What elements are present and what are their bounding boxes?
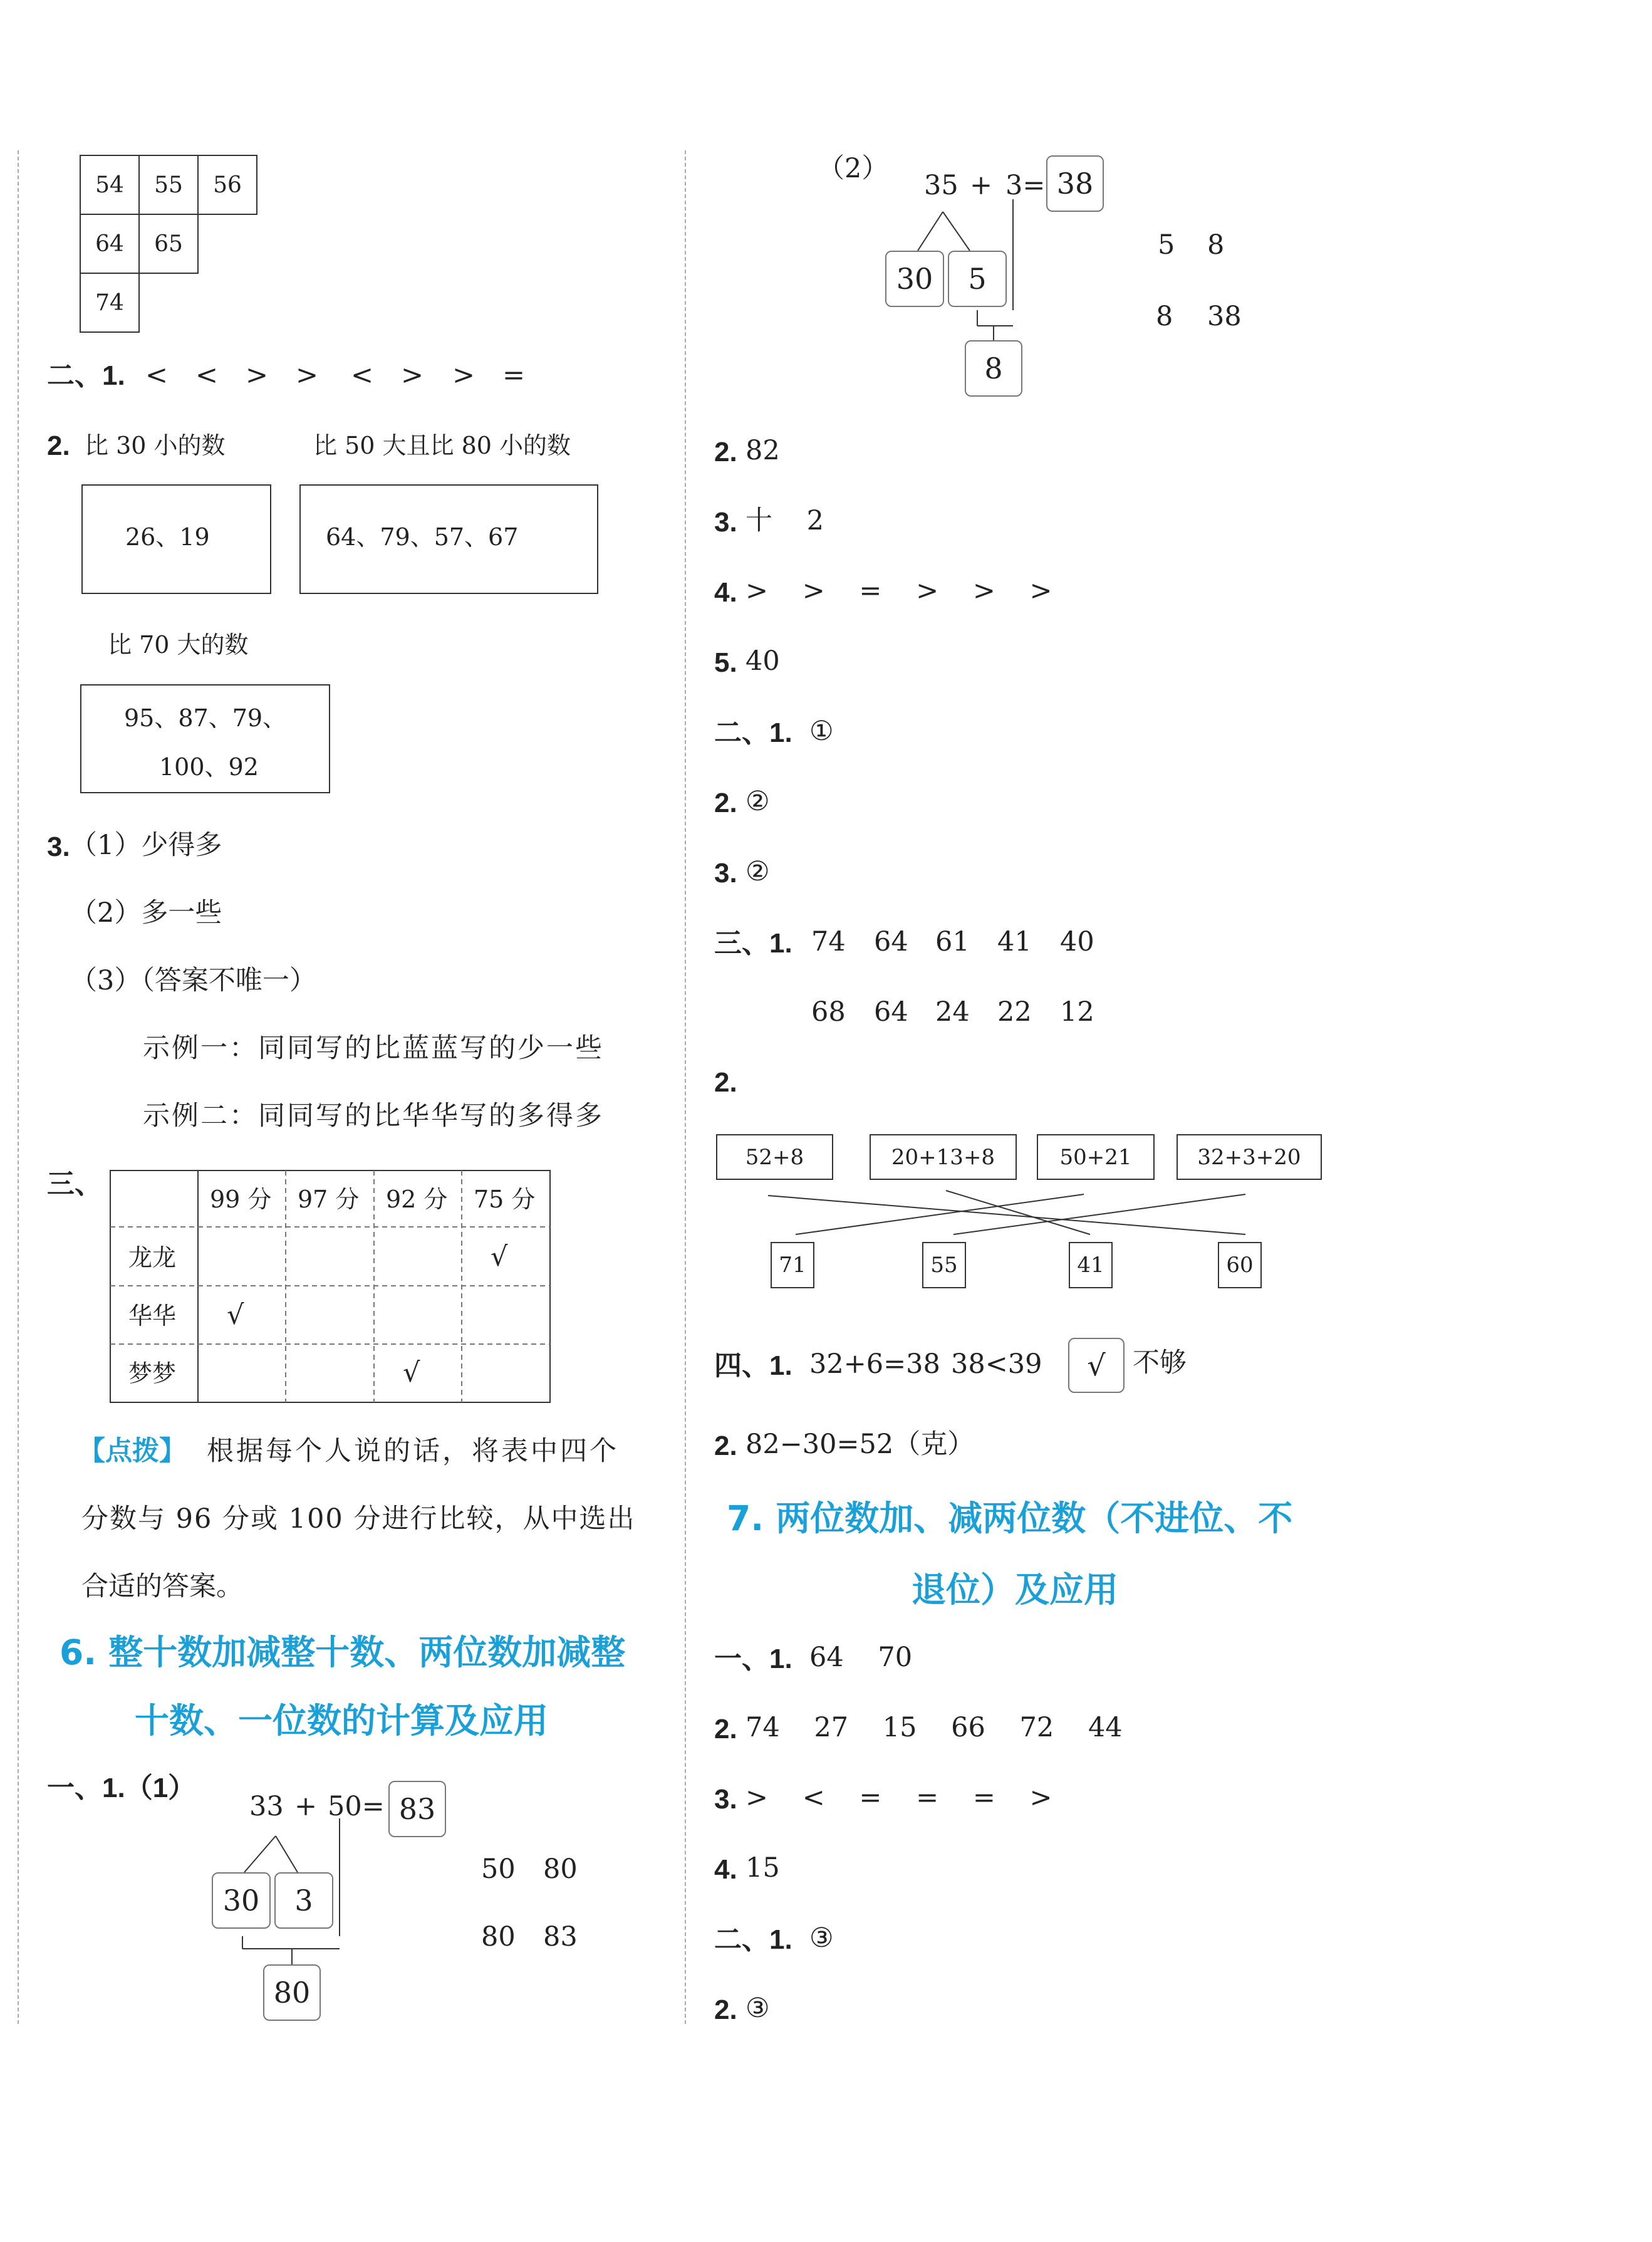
comparison-symbol: < bbox=[351, 360, 374, 391]
step-value: 50 bbox=[481, 1854, 516, 1885]
table-check: √ bbox=[227, 1300, 244, 1331]
step-value: 83 bbox=[543, 1921, 578, 1953]
answer-text: > < = = = > bbox=[745, 1782, 1052, 1813]
answer-label: 4. bbox=[714, 577, 737, 608]
addend-b: 50= bbox=[328, 1791, 385, 1822]
comparison-symbol: > bbox=[401, 360, 424, 391]
sequence-value: 41 bbox=[997, 926, 1032, 957]
comparison-symbol: < bbox=[195, 360, 219, 391]
sequence-value: 40 bbox=[1060, 926, 1094, 957]
comparison-symbol: < bbox=[145, 360, 169, 391]
expression-box: 50+21 bbox=[1037, 1134, 1155, 1180]
expression-box: 52+8 bbox=[716, 1134, 833, 1180]
caption-less-than-30: 比 30 小的数 bbox=[85, 432, 226, 459]
expression-box: 32+3+20 bbox=[1177, 1134, 1322, 1180]
section3-label: 三、 bbox=[47, 1169, 102, 1199]
sequence-value: 68 bbox=[811, 996, 846, 1028]
sequence-value: 61 bbox=[935, 926, 970, 957]
section4-q1-label: 四、1. bbox=[714, 1350, 792, 1381]
addend-a: 35 bbox=[924, 170, 958, 201]
box-more-than-70-text-1: 95、87、79、 bbox=[124, 704, 287, 732]
answer-text: ③ bbox=[745, 1993, 770, 2024]
table-check: √ bbox=[403, 1357, 420, 1389]
section4-q2-label: 2. bbox=[714, 1431, 737, 1461]
sequence-value: 64 bbox=[874, 926, 908, 957]
answer-label: 5. bbox=[714, 647, 737, 678]
answer-part-2: （2）多一些 bbox=[70, 897, 222, 929]
verdict: 不够 bbox=[1133, 1347, 1187, 1379]
step-value: 8 bbox=[1156, 301, 1173, 332]
sequence-value: 64 bbox=[874, 996, 908, 1028]
check-box: √ bbox=[1068, 1338, 1125, 1393]
split-box-ones: 5 bbox=[948, 251, 1007, 307]
answer-text: 15 bbox=[745, 1852, 780, 1884]
step-value: 80 bbox=[543, 1854, 578, 1885]
plus-sign: + bbox=[970, 170, 993, 201]
answer-label: 2. bbox=[714, 437, 737, 467]
answer-text: 64 70 bbox=[809, 1642, 913, 1673]
grid-cell: 64 bbox=[80, 214, 140, 274]
table-header-99: 99 分 bbox=[210, 1186, 272, 1213]
answer-text: ③ bbox=[809, 1922, 834, 1954]
answer-text: ② bbox=[745, 856, 770, 887]
sequence-value: 12 bbox=[1060, 996, 1094, 1028]
split-box-ones: 3 bbox=[274, 1872, 333, 1929]
tip-line-2: 分数与 96 分或 100 分进行比较，从中选出 bbox=[81, 1503, 636, 1535]
plus-sign: + bbox=[294, 1791, 318, 1822]
sum-box: 8 bbox=[965, 340, 1022, 397]
answer-part-1: （1）少得多 bbox=[70, 830, 222, 861]
equation: 82−30=52（克） bbox=[745, 1429, 975, 1460]
tip-line-3: 合适的答案。 bbox=[81, 1571, 243, 1602]
step-value: 80 bbox=[481, 1921, 516, 1953]
answer-text: 十 2 bbox=[745, 505, 824, 536]
answer-label: 3. bbox=[714, 858, 737, 889]
answer-box: 71 bbox=[771, 1242, 814, 1288]
answer-label: 3. bbox=[714, 507, 737, 538]
grid-cell: 54 bbox=[80, 155, 140, 215]
result-box: 83 bbox=[388, 1781, 446, 1837]
result-box: 38 bbox=[1046, 155, 1104, 212]
answer-box: 41 bbox=[1069, 1242, 1113, 1288]
section2-q1-label: 二、1. bbox=[47, 360, 125, 391]
grid-cell: 65 bbox=[138, 214, 199, 274]
example-1: 示例一：同同写的比蓝蓝写的少一些 bbox=[143, 1033, 604, 1064]
section3-q2-label: 2. bbox=[714, 1067, 737, 1098]
sequence-value: 22 bbox=[997, 996, 1032, 1028]
section1-q1-label: 一、1.（1） bbox=[47, 1773, 196, 1803]
answer-box: 55 bbox=[922, 1242, 966, 1288]
answer-label: 4. bbox=[714, 1854, 737, 1885]
step-value: 8 bbox=[1207, 229, 1225, 261]
answer-box: 60 bbox=[1218, 1242, 1262, 1288]
example-2: 示例二：同同写的比华华写的多得多 bbox=[143, 1100, 604, 1132]
comparison-symbol: = bbox=[502, 360, 526, 391]
section-heading-7-line2: 退位）及应用 bbox=[912, 1570, 1119, 1610]
sum-box: 80 bbox=[263, 1964, 321, 2021]
step-value: 38 bbox=[1207, 301, 1242, 332]
comparison-symbol: > bbox=[296, 360, 319, 391]
expression-box: 20+13+8 bbox=[870, 1134, 1017, 1180]
table-header-97: 97 分 bbox=[298, 1186, 360, 1213]
section2-q2-label: 2. bbox=[47, 430, 70, 461]
caption-more-than-70: 比 70 大的数 bbox=[108, 631, 249, 659]
sequence-value: 24 bbox=[935, 996, 970, 1028]
table-check: √ bbox=[491, 1241, 508, 1273]
section3-q1-label: 三、1. bbox=[714, 928, 792, 959]
answer-text: 82 bbox=[745, 435, 780, 466]
box-less-than-30-text: 26、19 bbox=[125, 523, 210, 551]
section2-q3-label: 3. bbox=[47, 832, 70, 862]
answer-part-3: （3）（答案不唯一） bbox=[70, 965, 316, 996]
answer-text: ① bbox=[809, 716, 834, 747]
step-value: 5 bbox=[1158, 229, 1175, 261]
section-heading-6-line1: 6. 整十数加减整十数、两位数加减整 bbox=[60, 1632, 626, 1672]
grid-cell: 74 bbox=[80, 273, 140, 333]
box-more-than-70-text-2: 100、92 bbox=[159, 753, 259, 781]
q2-part-label: （2） bbox=[818, 153, 889, 184]
table-row-name: 梦梦 bbox=[128, 1360, 177, 1387]
table-row-name: 龙龙 bbox=[128, 1244, 177, 1271]
box-50-to-80-text: 64、79、57、67 bbox=[326, 523, 519, 551]
tip-tag: 【点拨】 bbox=[78, 1436, 186, 1467]
addend-b: 3= bbox=[1005, 170, 1046, 201]
equation: 32+6=38 bbox=[809, 1348, 940, 1380]
grid-cell: 56 bbox=[197, 155, 257, 215]
answer-text: ② bbox=[745, 786, 770, 817]
answer-text: > > = > > > bbox=[745, 575, 1052, 607]
tip-line-1: 根据每个人说的话，将表中四个 bbox=[207, 1436, 619, 1467]
answer-label: 3. bbox=[714, 1784, 737, 1815]
table-header-75: 75 分 bbox=[474, 1186, 536, 1213]
grid-cell: 55 bbox=[138, 155, 199, 215]
answer-label: 2. bbox=[714, 1994, 737, 2025]
sequence-value: 74 bbox=[811, 926, 846, 957]
table-row-name: 华华 bbox=[128, 1302, 177, 1330]
answer-label: 一、1. bbox=[714, 1644, 792, 1674]
comparison-symbol: > bbox=[452, 360, 475, 391]
comparison-symbol: > bbox=[246, 360, 269, 391]
answer-label: 2. bbox=[714, 788, 737, 818]
answer-label: 二、1. bbox=[714, 717, 792, 748]
answer-text: 74 27 15 66 72 44 bbox=[745, 1712, 1123, 1743]
section-heading-6-line2: 十数、一位数的计算及应用 bbox=[135, 1701, 549, 1741]
split-box-tens: 30 bbox=[212, 1872, 271, 1929]
comparison: 38<39 bbox=[951, 1348, 1042, 1380]
section-heading-7-line1: 7. 两位数加、减两位数（不进位、不 bbox=[727, 1498, 1293, 1538]
answer-label: 二、1. bbox=[714, 1924, 792, 1955]
split-box-tens: 30 bbox=[885, 251, 944, 307]
answer-label: 2. bbox=[714, 1714, 737, 1744]
caption-50-to-80: 比 50 大且比 80 小的数 bbox=[313, 432, 571, 459]
answer-text: 40 bbox=[745, 645, 780, 677]
table-header-92: 92 分 bbox=[386, 1186, 448, 1213]
addend-a: 33 bbox=[249, 1791, 284, 1822]
